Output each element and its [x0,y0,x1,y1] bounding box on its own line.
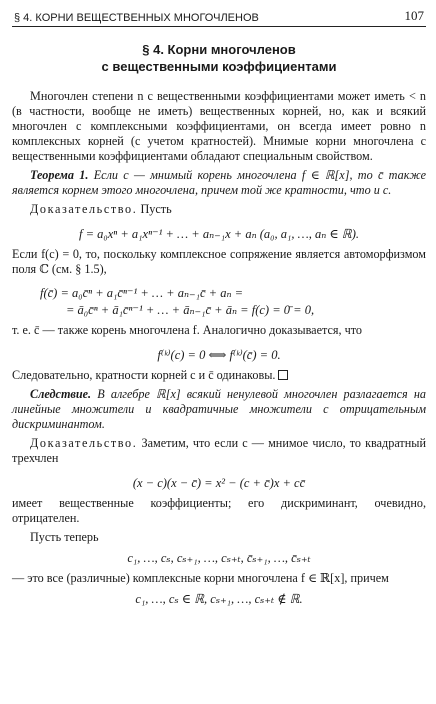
proof-2-text: Заметим, что если c — мнимое число, то квадратный трехчлен [12,436,426,465]
paragraph-multiplicity [12,368,426,383]
intro-paragraph: Многочлен степени n с вещественными коэффициентами может иметь < n (в частности, вообще не иметь) вещественных корней, но, как и всякий многочлен с комплексными коэффициентами, он всегда имеет ровно n комплексных корней (с учетом кратностей). Мнимые корни многочлена с вещественными коэффициентами обладают специальным свойством. [12,89,426,163]
equation-derivative: f⁽ᵏ⁾(c) = 0 ⟺ f⁽ᵏ⁾(c̄) = 0. [157,348,281,362]
equation-f-cbar-line-1: f(c̄) = a₀c̄ⁿ + a₁c̄ⁿ⁻¹ + … + aₙ₋₁c̄ + aₙ = [40,286,244,300]
paragraph-also-root: т. е. c̄ — также корень многочлена f. Аналогично доказывается, что [12,323,362,337]
proof-2-intro [12,436,426,466]
multiplicity-text: Следовательно, кратности корней c и c̄ одинаковы. [12,368,276,382]
equation-f-cbar [12,285,426,319]
running-header [12,4,426,27]
page [0,4,436,704]
proof-1-intro [12,202,426,217]
section-title-line-1: § 4. Корни многочленов [142,42,296,57]
corollary [12,387,426,432]
paragraph-discriminant: имеет вещественные коэффициенты; его дискриминант, очевидно, отрицателен. [12,496,426,525]
equation-quadratic: (x − c)(x − c̄) = x² − (c + c̄)x + cc̄ [132,476,306,490]
equation-polynomial: f = a₀xⁿ + a₁xⁿ⁻¹ + … + aₙ₋₁x + aₙ (a₀, a₁, …, aₙ ∈ ℝ). [79,227,359,241]
proof-2-label: Доказательство. [30,436,138,450]
qed-square-icon [278,370,288,380]
proof-1-text: Пусть [140,202,172,216]
section-title-line-2: с вещественными коэффициентами [101,59,337,74]
header-section-title: § 4. КОРНИ ВЕЩЕСТВЕННЫХ МНОГОЧЛЕНОВ [14,12,259,24]
equation-roots-list: c₁, …, cₛ, cₛ₊₁, …, cₛ₊ₜ, c̄ₛ₊₁, …, c̄ₛ₊ₜ [127,551,311,565]
corollary-text: В алгебре ℝ[x] всякий ненулевой многочлен разлагается на линейные множители и квадратичные множители с отрицательным дискриминантом. [12,387,426,431]
theorem-1 [12,168,426,198]
page-number: 107 [404,8,424,23]
proof-1-label: Доказательство. [30,202,138,216]
corollary-label: Следствие. [30,387,92,401]
paragraph-all-roots: — это все (различные) комплексные корни многочлена f ∈ ℝ[x], причем [12,571,389,585]
paragraph-conjugation: Если f(c) = 0, то, поскольку комплексное сопряжение является автоморфизмом поля ℂ (см. § 1.5), [12,247,426,276]
theorem-label: Теорема 1. [30,168,89,182]
equation-roots-real: c₁, …, cₛ ∈ ℝ, cₛ₊₁, …, cₛ₊ₜ ∉ ℝ. [135,592,303,606]
paragraph-let-now: Пусть теперь [30,530,99,544]
section-title [12,41,426,75]
equation-f-cbar-line-2: = ā₀c̄ⁿ + ā₁c̄ⁿ⁻¹ + … + āₙ₋₁c̄ + āₙ = f(c) = 0̄ = 0, [66,303,315,317]
theorem-text: Если c — мнимый корень многочлена f ∈ ℝ[x], то c̄ также является корнем этого многочлена, причем той же кратности, что и c. [12,168,427,197]
